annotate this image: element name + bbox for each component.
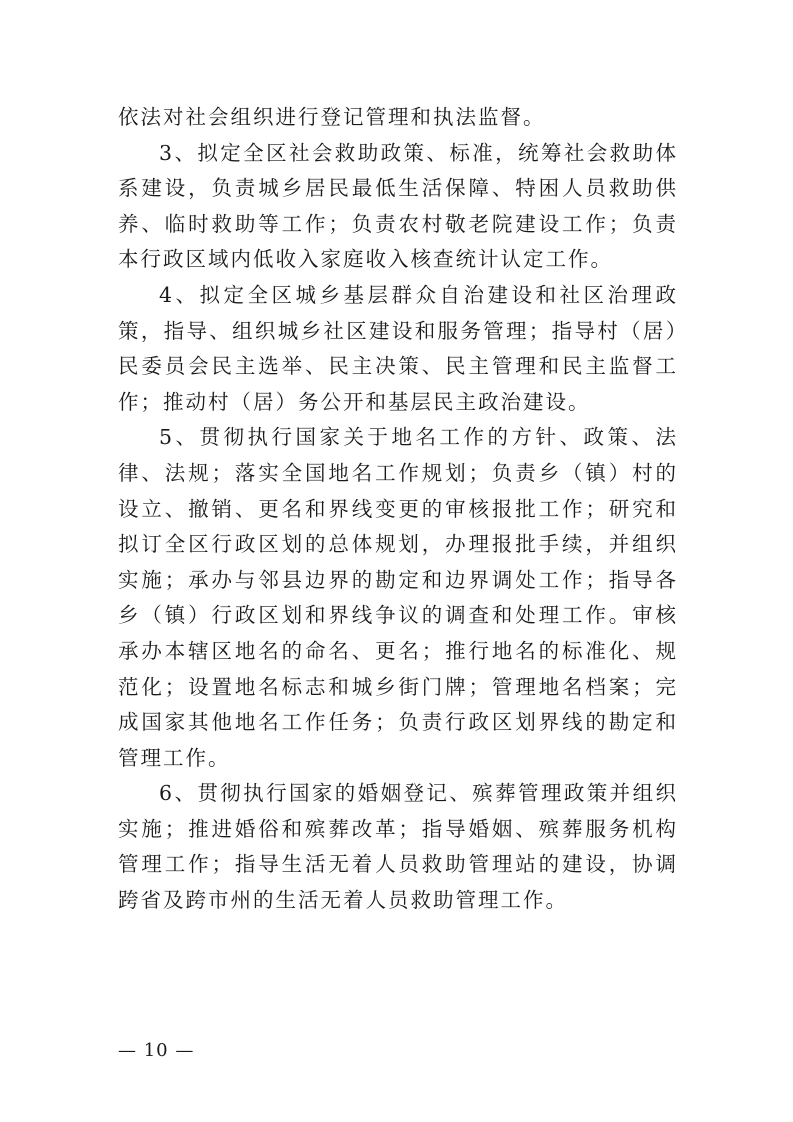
paragraph-item-4: 4、拟定全区城乡基层群众自治建设和社区治理政策，指导、组织城乡社区建设和服务管理；指导村（居）民委员会民主选举、民主决策、民主管理和民主监督工作；推动村（居）务公开和基层民主政治建设。 [118,282,678,414]
paragraph-item-6: 6、贯彻执行国家的婚姻登记、殡葬管理政策并组织实施；推进婚俗和殡葬改革；指导婚姻、殡葬服务机构管理工作；指导生活无着人员救助管理站的建设，协调跨省及跨市州的生活无着人员救助管理工作。 [118,781,678,913]
paragraph-item-3: 3、拟定全区社会救助政策、标准，统筹社会救助体系建设，负责城乡居民最低生活保障、特困人员救助供养、临时救助等工作；负责农村敬老院建设工作；负责本行政区域内低收入家庭收入核查统计认定工作。 [118,140,678,272]
paragraph-continuation: 依法对社会组织进行登记管理和执法监督。 [118,105,546,129]
page-number: — 10 — [118,1040,195,1061]
paragraph-item-5: 5、贯彻执行国家关于地名工作的方针、政策、法律、法规；落实全国地名工作规划；负责乡（镇）村的设立、撤销、更名和界线变更的审核报批工作；研究和拟订全区行政区划的总体规划，办理报批手续，并组织实施；承办与邻县边界的勘定和边界调处工作；指导各乡（镇）行政区划和界线争议的调查和处理工作。审核承办本辖区地名的命名、更名；推行地名的标准化、规范化；设置地名标志和城乡街门牌；管理地名档案；完成国家其他地名工作任务；负责行政区划界线的勘定和管理工作。 [118,425,678,770]
document-body [118,100,678,919]
